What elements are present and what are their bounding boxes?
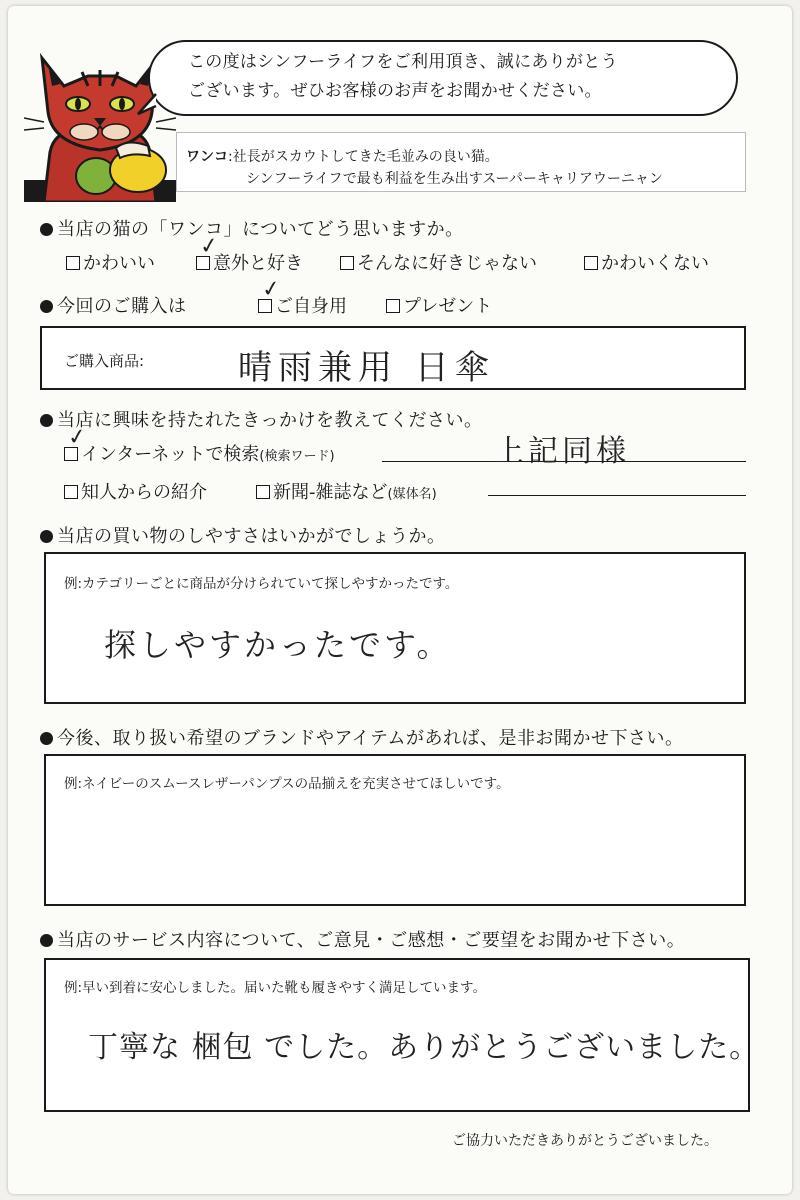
q6-answer-handwritten: 丁寧な 梱包 でした。ありがとうございました。 xyxy=(88,1030,761,1065)
q3-option-referral[interactable] xyxy=(64,478,207,504)
checkbox[interactable] xyxy=(256,485,270,499)
checkbox[interactable] xyxy=(66,256,80,270)
checkmark-icon: ✓ xyxy=(66,423,89,452)
question-1 xyxy=(40,215,464,241)
bubble-text xyxy=(188,48,728,106)
q1-option-label: かわいくない xyxy=(601,253,709,274)
question-4-text: 当店の買い物のしやすさはいかがでしょうか。 xyxy=(57,526,446,547)
search-word-handwritten: 上記同様 xyxy=(494,434,630,469)
footer-thanks: ご協力いただきありがとうございました。 xyxy=(452,1133,718,1149)
bullet-icon xyxy=(40,530,53,543)
q1-option-sonnani[interactable] xyxy=(340,249,537,275)
q3-option-internet-search[interactable] xyxy=(64,440,335,466)
mascot-desc-2: シンフーライフで最も利益を生み出すスーパーキャリアウーニャン xyxy=(246,171,663,187)
question-5-text: 今後、取り扱い希望のブランドやアイテムがあれば、是非お聞かせ下さい。 xyxy=(57,728,684,749)
q6-example: 例:早い到着に安心しました。届いた靴も履きやすく満足しています。 xyxy=(64,980,486,996)
q1-option-label: 意外と好き xyxy=(213,253,303,274)
q2-option-present[interactable] xyxy=(386,292,492,318)
q4-answer-handwritten: 探しやすかったです。 xyxy=(104,626,452,664)
media-name-line[interactable] xyxy=(488,495,746,496)
q5-example: 例:ネイビーのスムースレザーパンプスの品揃えを充実させてほしいです。 xyxy=(64,776,510,792)
speech-bubble-tail xyxy=(136,92,158,118)
bullet-icon xyxy=(40,732,53,745)
checkmark-icon: ✓ xyxy=(198,232,221,261)
bullet-icon xyxy=(40,300,53,313)
mascot-name: ワンコ xyxy=(186,149,228,165)
product-label: ご購入商品: xyxy=(64,352,145,370)
bullet-icon xyxy=(40,934,53,947)
question-4 xyxy=(40,522,446,548)
q3-option-label: 新聞-雑誌など xyxy=(273,482,388,503)
question-5 xyxy=(40,724,683,750)
checkbox[interactable] xyxy=(386,299,400,313)
q3-option-note: (検索ワード) xyxy=(259,449,335,464)
q2-option-label: ご自身用 xyxy=(275,296,347,317)
checkmark-icon: ✓ xyxy=(260,275,283,304)
checkbox[interactable] xyxy=(64,485,78,499)
q1-option-kawaii[interactable] xyxy=(66,249,155,275)
q1-option-label: かわいい xyxy=(83,253,155,274)
question-6 xyxy=(40,926,685,952)
q1-option-label: そんなに好きじゃない xyxy=(357,253,537,274)
question-2-text: 今回のご購入は xyxy=(57,296,187,317)
mascot-intro-line-1 xyxy=(186,146,499,166)
product-value-handwritten: 晴雨兼用 日傘 xyxy=(238,348,495,388)
question-1-text: 当店の猫の「ワンコ」についてどう思いますか。 xyxy=(57,219,464,240)
q3-option-label: 知人からの紹介 xyxy=(81,482,207,503)
question-2 xyxy=(40,292,187,318)
question-3-text: 当店に興味を持たれたきっかけを教えてください。 xyxy=(57,410,483,431)
question-3 xyxy=(40,406,483,432)
bullet-icon xyxy=(40,223,53,236)
q4-example: 例:カテゴリーごとに商品が分けられていて探しやすかったです。 xyxy=(64,576,459,592)
checkbox[interactable] xyxy=(584,256,598,270)
q3-option-label: インターネットで検索 xyxy=(81,444,260,465)
bubble-line-1: この度はシンフーライフをご利用頂き、誠にありがとう xyxy=(188,52,618,72)
q2-option-label: プレゼント xyxy=(403,296,493,317)
bullet-icon xyxy=(40,414,53,427)
q1-option-kawaikunai[interactable] xyxy=(584,249,709,275)
q3-option-media[interactable] xyxy=(256,478,437,504)
question-6-text: 当店のサービス内容について、ご意見・ご感想・ご要望をお聞かせ下さい。 xyxy=(57,930,686,951)
bubble-line-2: ございます。ぜひお客様のお声をお聞かせください。 xyxy=(188,81,602,101)
mascot-desc-1: :社長がスカウトしてきた毛並みの良い猫。 xyxy=(228,149,499,165)
checkbox[interactable] xyxy=(340,256,354,270)
q3-option-note: (媒体名) xyxy=(387,487,437,502)
